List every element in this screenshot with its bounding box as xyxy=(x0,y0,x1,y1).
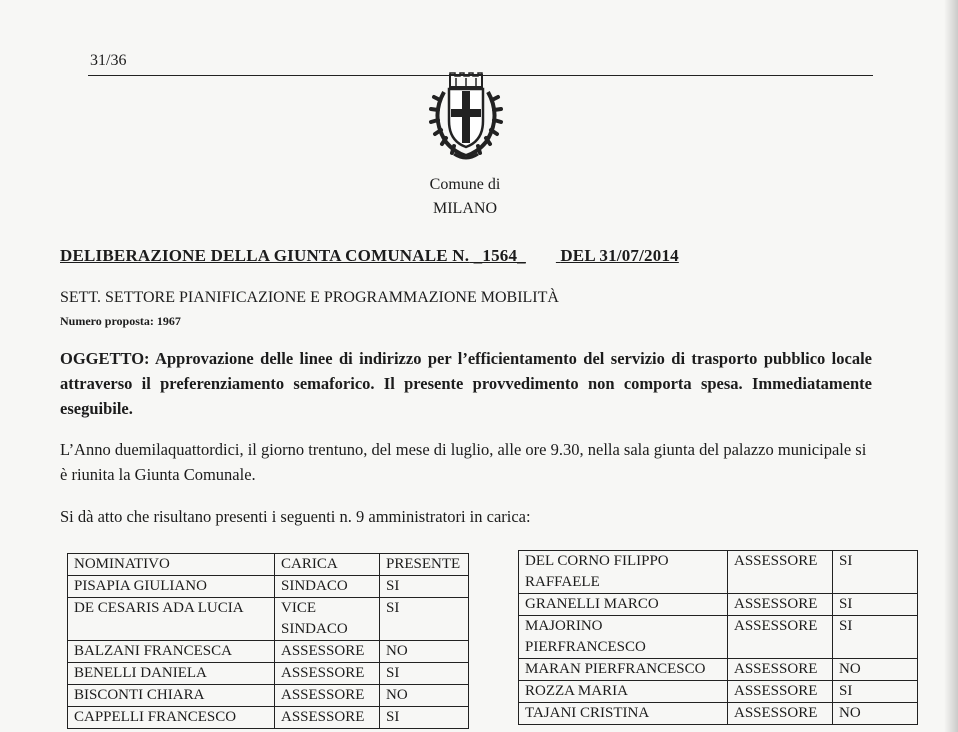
table-cell: BISCONTI CHIARA xyxy=(68,685,275,707)
table-cell: ASSESSORE xyxy=(728,551,833,594)
session-paragraph: L’Anno duemilaquattordici, il giorno trentuno, del mese di luglio, alle ore 9.30, nella sala giunta del palazzo municipale si è riunita la Giunta Comunale. xyxy=(60,440,867,484)
table-row xyxy=(68,576,469,598)
table-cell: ROZZA MARIA xyxy=(519,681,728,703)
table-cell: NO xyxy=(833,659,918,681)
numero-proposta: Numero proposta: 1967 xyxy=(60,314,181,328)
settore-line: SETT. SETTORE PIANIFICAZIONE E PROGRAMMAZIONE MOBILITÀ xyxy=(60,289,559,306)
column-header: PRESENTE xyxy=(380,554,469,576)
table-row xyxy=(68,598,469,641)
table-cell: SI xyxy=(380,576,469,598)
table-cell: ASSESSORE xyxy=(728,616,833,659)
table-row xyxy=(519,616,918,659)
table-cell: CAPPELLI FRANCESCO xyxy=(68,707,275,729)
table-cell: SINDACO xyxy=(275,576,380,598)
table-cell: VICE SINDACO xyxy=(275,598,380,641)
oggetto-paragraph: OGGETTO: Approvazione delle linee di indirizzo per l’efficientamento del servizio di trasporto pubblico locale attraverso il preferenziamento semaforico. Il presente provvedimento non comporta spesa. Immediatamente eseguibile. xyxy=(60,349,872,418)
table-cell: SI xyxy=(833,681,918,703)
table-cell: BENELLI DANIELA xyxy=(68,663,275,685)
table-cell: SI xyxy=(380,598,469,641)
table-cell: NO xyxy=(380,641,469,663)
table-row xyxy=(519,681,918,703)
table-row xyxy=(68,707,469,729)
table-cell: TAJANI CRISTINA xyxy=(519,703,728,725)
table-row xyxy=(519,551,918,594)
table-header-row xyxy=(68,554,469,576)
attendance-table-right xyxy=(518,550,918,725)
table-cell: ASSESSORE xyxy=(728,681,833,703)
table-cell: PISAPIA GIULIANO xyxy=(68,576,275,598)
table-cell: NO xyxy=(833,703,918,725)
table-cell: ASSESSORE xyxy=(275,707,380,729)
table-cell: DEL CORNO FILIPPO RAFFAELE xyxy=(519,551,728,594)
table-cell: ASSESSORE xyxy=(728,659,833,681)
table-row xyxy=(519,594,918,616)
deliberation-title xyxy=(60,246,679,266)
table-row xyxy=(68,663,469,685)
table-cell: ASSESSORE xyxy=(275,685,380,707)
column-header: NOMINATIVO xyxy=(68,554,275,576)
table-cell: ASSESSORE xyxy=(275,641,380,663)
table-row xyxy=(68,685,469,707)
table-cell: NO xyxy=(380,685,469,707)
table-cell: BALZANI FRANCESCA xyxy=(68,641,275,663)
milano-crest-logo xyxy=(416,72,516,172)
page-number: 31/36 xyxy=(90,52,127,69)
table-cell: MARAN PIERFRANCESCO xyxy=(519,659,728,681)
table-cell: ASSESSORE xyxy=(728,703,833,725)
table-row xyxy=(519,703,918,725)
table-cell: DE CESARIS ADA LUCIA xyxy=(68,598,275,641)
crest-caption-line2: MILANO xyxy=(433,200,497,217)
crest-caption-line1: Comune di xyxy=(429,176,501,193)
table-cell: ASSESSORE xyxy=(728,594,833,616)
deliberation-prefix: DELIBERAZIONE DELLA GIUNTA COMUNALE N. xyxy=(60,246,470,265)
table-row xyxy=(519,659,918,681)
table-cell: SI xyxy=(380,663,469,685)
attendance-table-left xyxy=(67,553,469,729)
column-header: CARICA xyxy=(275,554,380,576)
table-cell: SI xyxy=(380,707,469,729)
page-edge-shadow xyxy=(944,0,958,732)
deliberation-number: _1564_ xyxy=(473,246,526,265)
table-cell: SI xyxy=(833,551,918,594)
table-cell: GRANELLI MARCO xyxy=(519,594,728,616)
deliberation-date: DEL 31/07/2014 xyxy=(560,246,679,265)
table-row xyxy=(68,641,469,663)
table-cell: SI xyxy=(833,616,918,659)
attendance-intro: Si dà atto che risultano presenti i seguenti n. 9 amministratori in carica: xyxy=(60,507,531,526)
table-cell: MAJORINO PIERFRANCESCO xyxy=(519,616,728,659)
table-cell: SI xyxy=(833,594,918,616)
table-cell: ASSESSORE xyxy=(275,663,380,685)
